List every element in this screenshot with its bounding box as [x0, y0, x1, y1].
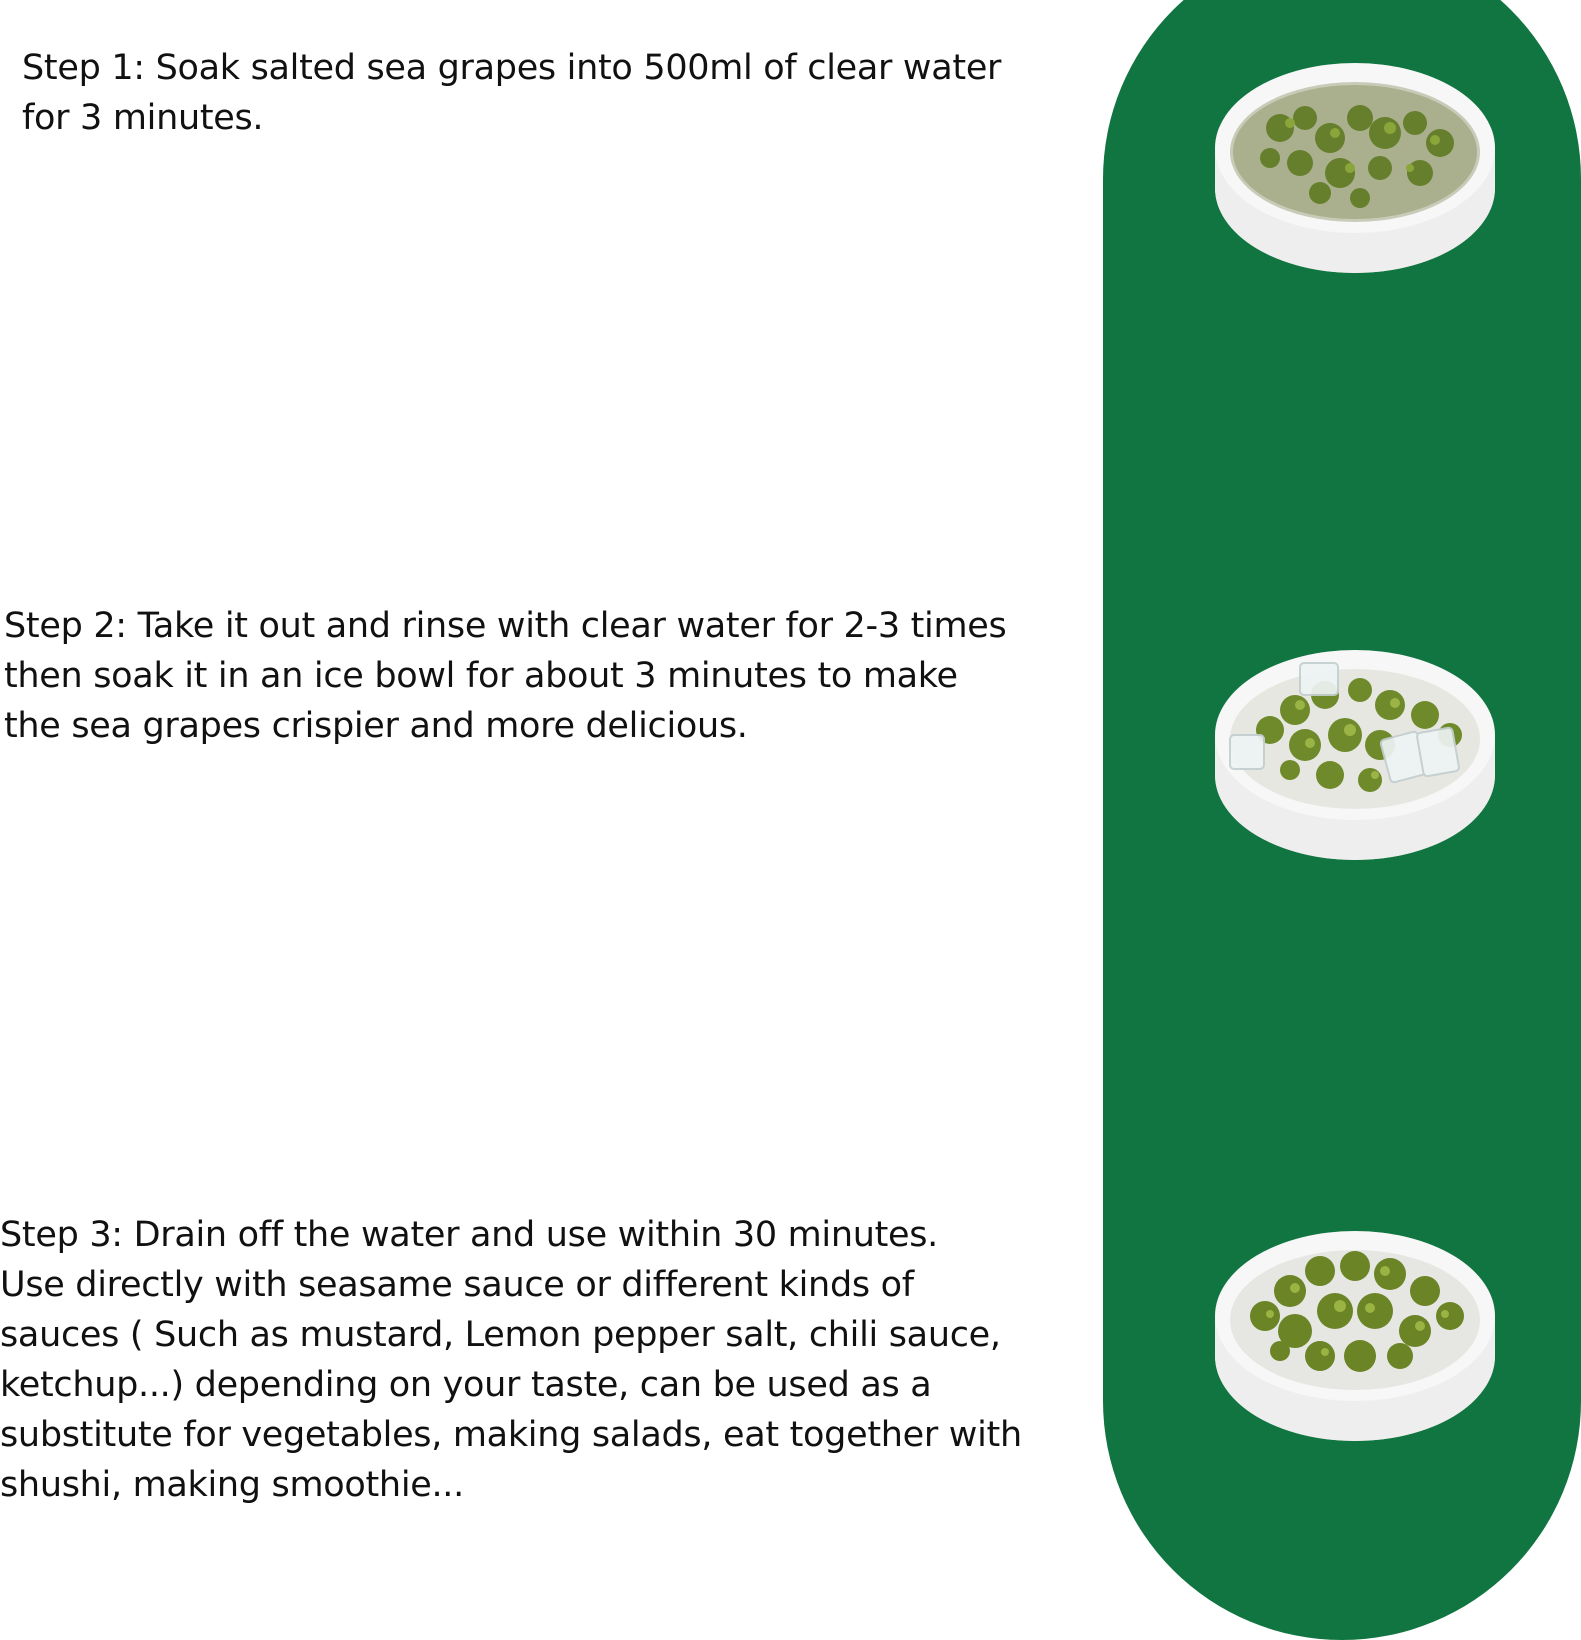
step-3-instruction: Step 3: Drain off the water and use within 30 minutes. Use directly with seasame sauce or different kinds of sauces ( Such as mustard, Lemon pepper salt, chili sauce, ketchup...) depending on your taste, can be used as a substitute for vegetables, making salads, eat together with shushi, making smoothie...	[0, 1215, 1022, 1505]
step-1-instruction: Step 1: Soak salted sea grapes into 500ml of clear water for 3 minutes.	[22, 48, 1002, 138]
bowl-in-water-icon	[1210, 48, 1500, 278]
step-2-instruction: Step 2: Take it out and rinse with clear water for 2-3 times then soak it in an ice bowl for about 3 minutes to make the sea grapes crispier and more delicious.	[4, 606, 1007, 746]
bowl-sea-grapes-in-water-image	[1210, 48, 1500, 278]
bowl-with-ice-icon	[1210, 635, 1500, 865]
bowl-drained-icon	[1210, 1216, 1500, 1446]
bowl-drained-sea-grapes-image	[1210, 1216, 1500, 1446]
bowl-sea-grapes-with-ice-image	[1210, 635, 1500, 865]
